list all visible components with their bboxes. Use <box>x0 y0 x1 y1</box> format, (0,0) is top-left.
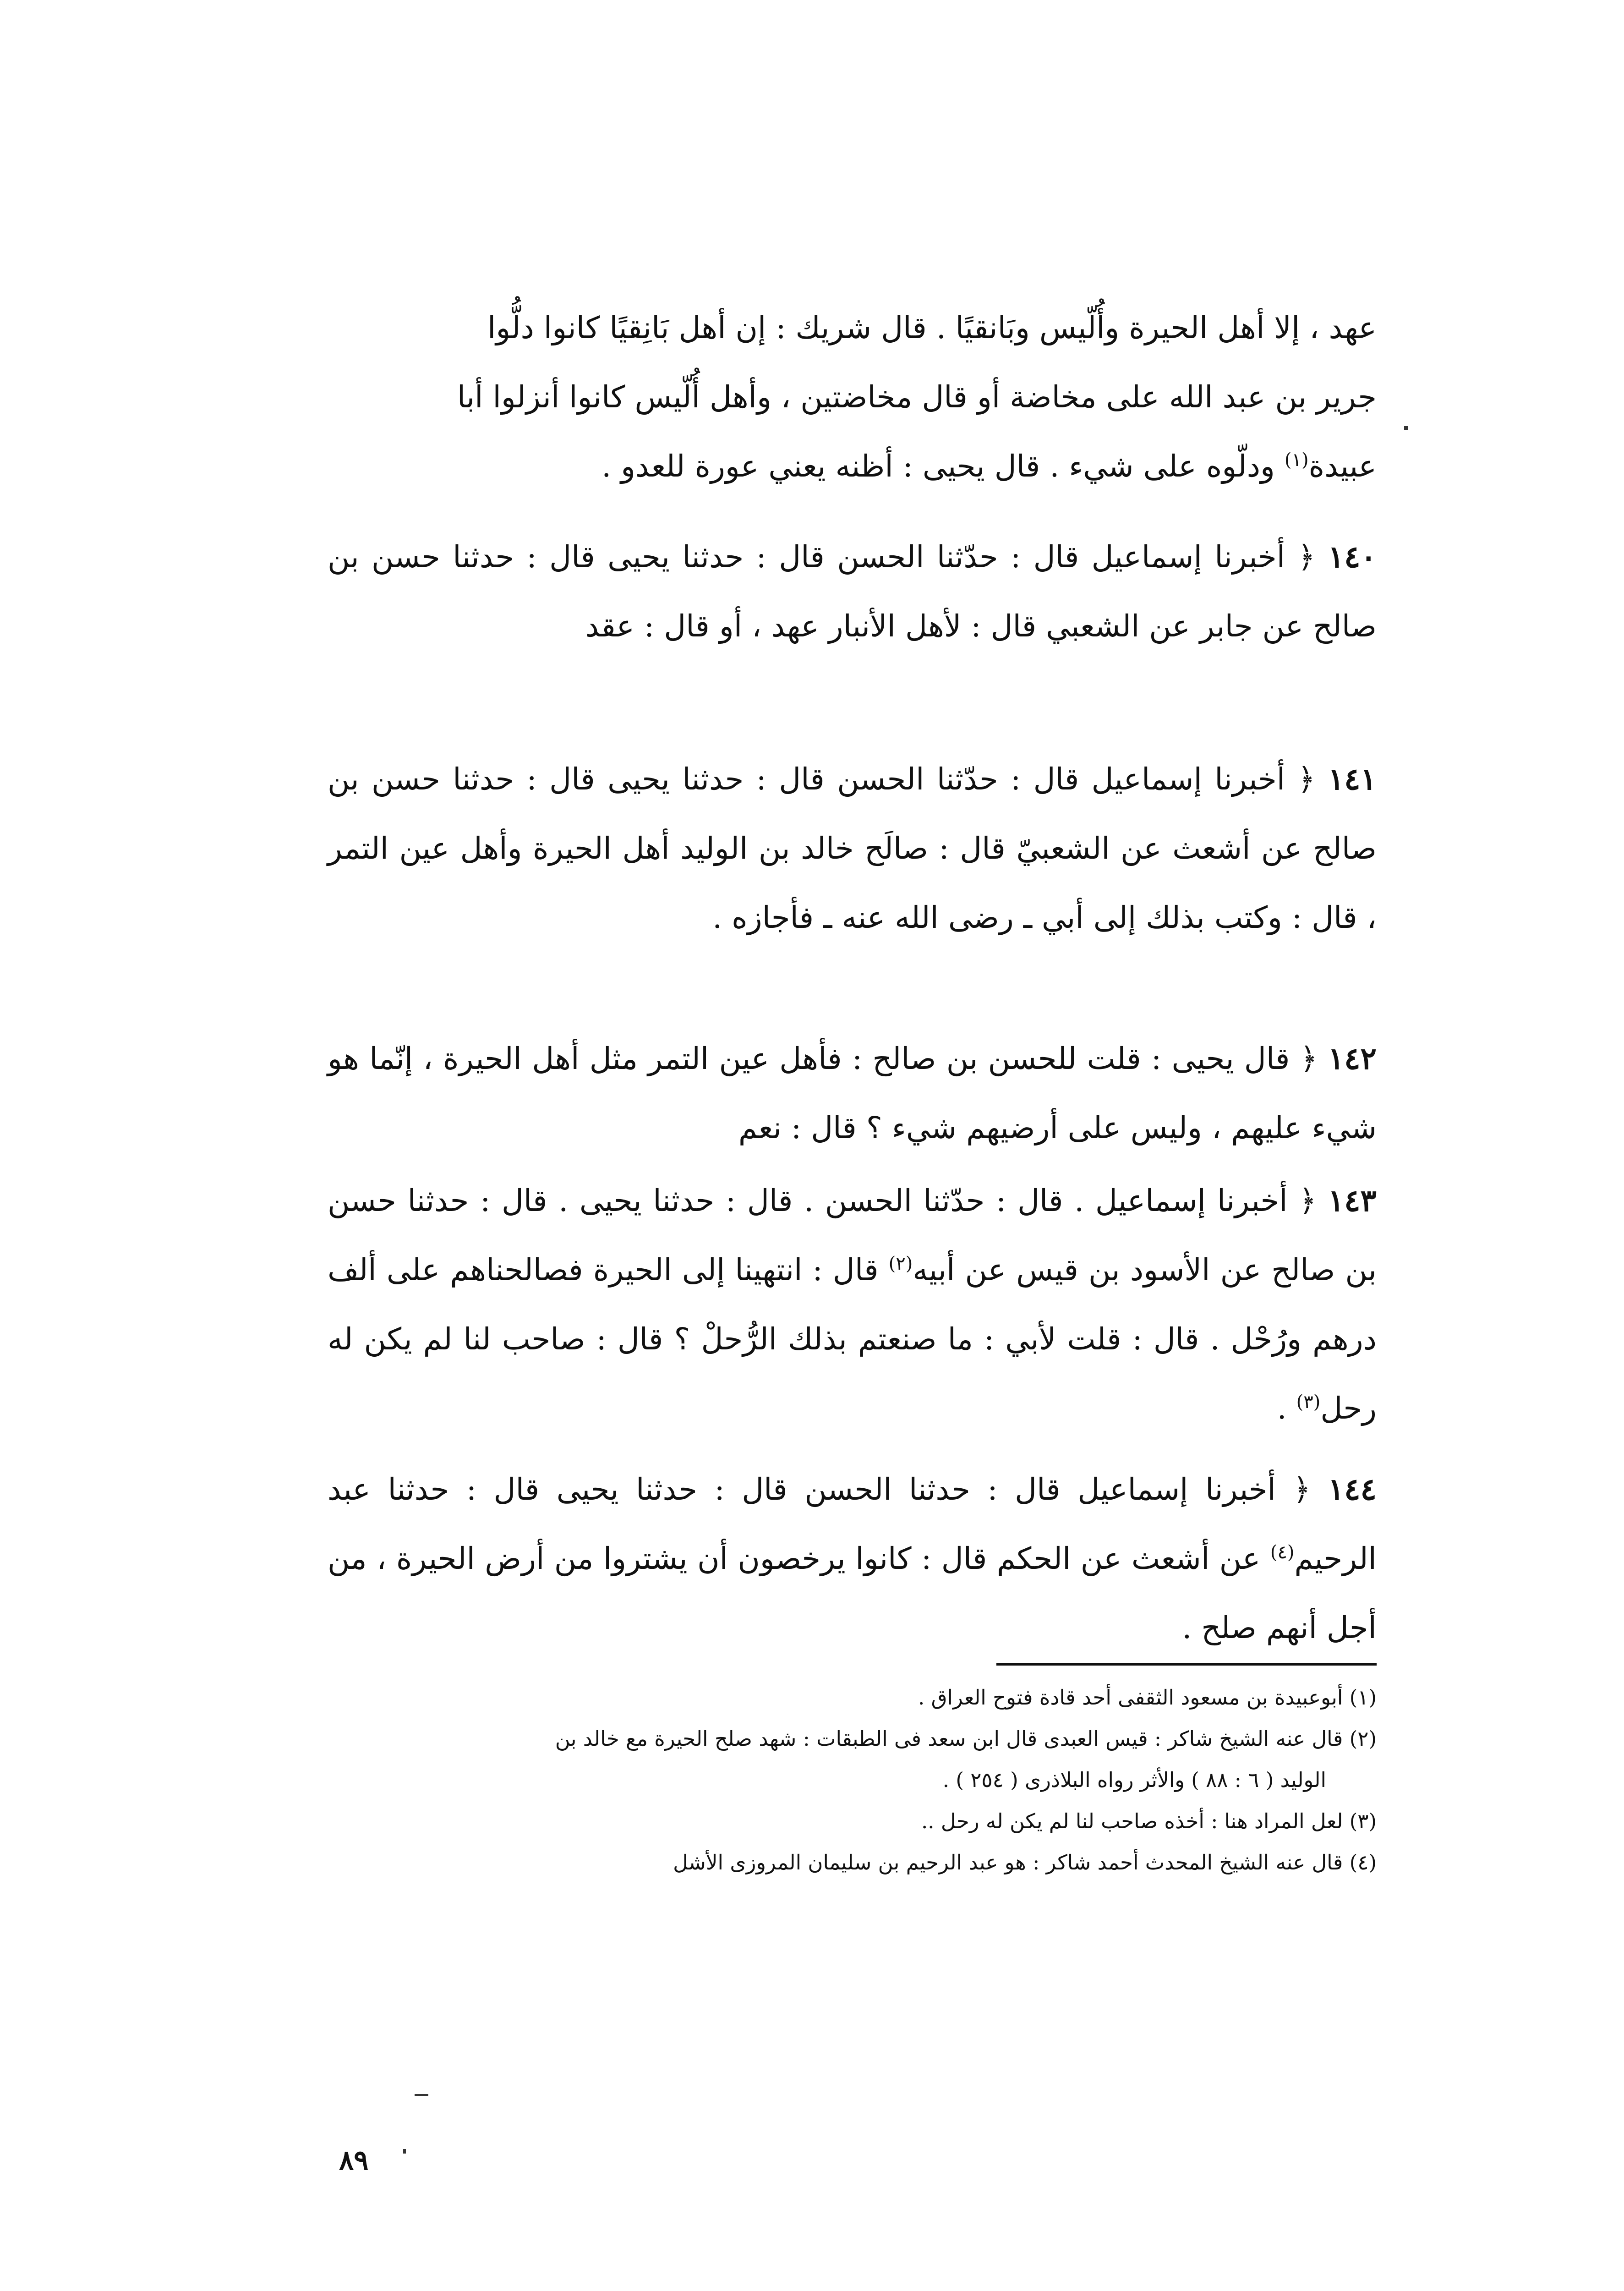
footnote-2: (٢) قال عنه الشيخ شاكر : قيس العبدى قال ابن سعد فى الطبقات : شهد صلح الحيرة مع خالد بن <box>555 1726 1377 1751</box>
footnotes <box>348 1677 1377 1883</box>
footnote-ref-4: (٤) <box>1270 1542 1295 1563</box>
paragraph-text: ﴿ قال يحيى : قلت للحسن بن صالح : فأهل عين التمر مثل أهل الحيرة ، إنّما هو شيء عليهم ، وليس على أرضيهم شيء ؟ قال : نعم <box>328 1041 1377 1146</box>
paragraph-text: قال : انتهينا إلى الحيرة فصالحناهم على ألف درهم ورُحْل . قال : قلت لأبي : ما صنعتم بذلك الرُّحلْ ؟ قال : صاحب لنا لم يكن له رحل <box>328 1252 1377 1426</box>
paragraph-number: ١٤٤ <box>1328 1471 1377 1507</box>
page-number: ٨٩ <box>339 2144 369 2176</box>
footnote-ref-2: (٢) <box>888 1253 913 1274</box>
paragraph-139-continuation <box>328 293 1377 501</box>
footnote-3: (٣) لعل المراد هنا : أخذه صاحب لنا لم يكن له رحل .. <box>921 1809 1377 1833</box>
line: عهد ، إلا أهل الحيرة وأُلّيس وبَانقيًا . قال شريك : إن أهل بَانِقيًا كانوا دلُّوا <box>487 310 1377 345</box>
footnote-ref-3: (٣) <box>1296 1392 1321 1413</box>
footnote-4: (٤) قال عنه الشيخ المحدث أحمد شاكر : هو عبد الرحيم بن سليمان المروزى الأشل <box>673 1850 1377 1874</box>
paragraph-141 <box>328 745 1377 952</box>
paragraph-text: عن أشعث عن الحكم قال : كانوا يرخصون أن يشتروا من أرض الحيرة ، من أجل أنهم صلح . <box>328 1541 1377 1645</box>
paragraph-text: ﴿ أخبرنا إسماعيل قال : حدّثنا الحسن قال : حدثنا يحيى قال : حدثنا حسن بن صالح عن جابر عن الشعبي قال : لأهل الأنبار عهد ، أو قال : عقد <box>328 539 1377 644</box>
paragraph-number: ١٤٣ <box>1328 1183 1377 1218</box>
scan-speck <box>403 2149 406 2154</box>
line: ودلّوه على شيء . قال يحيى : أظنه يعني عورة للعدو . <box>601 449 1285 484</box>
footnote-divider <box>996 1663 1377 1666</box>
footnote-ref-1: (١) <box>1284 449 1309 471</box>
paragraph-number: ١٤١ <box>1328 761 1377 797</box>
paragraph-142 <box>328 1024 1377 1162</box>
paragraph-144 <box>328 1455 1377 1662</box>
paragraph-143 <box>328 1166 1377 1443</box>
line: عبيدة <box>1308 449 1377 484</box>
line: جرير بن عبد الله على مخاضة أو قال مخاضتين ، وأهل أُلّيس كانوا أنزلوا أبا <box>457 379 1377 415</box>
footnote-1: (١) أبوعبيدة بن مسعود الثقفى أحد قادة فتوح العراق . <box>918 1685 1377 1710</box>
scan-speck <box>1404 426 1408 430</box>
paragraph-number: ١٤٠ <box>1328 539 1377 575</box>
footnote-2-continued: الوليد ( ٦ : ٨٨ ) والأثر رواه البلاذرى ( ٢٥٤ ) . <box>942 1768 1326 1792</box>
scan-speck <box>415 2094 428 2096</box>
paragraph-text: ﴿ أخبرنا إسماعيل . قال : حدّثنا الحسن . قال : حدثنا يحيى . قال : حدثنا حسن بن صالح عن الأسود بن قيس عن أبيه <box>328 1183 1377 1288</box>
paragraph-text: ﴿ أخبرنا إسماعيل قال : حدّثنا الحسن قال : حدثنا يحيى قال : حدثنا حسن بن صالح عن أشعث عن الشعبيّ قال : صالَح خالد بن الوليد أهل الحيرة وأهل عين التمر ، قال : وكتب بذلك إلى أبي ـ رضى الله عنه ـ فأجازه . <box>328 762 1377 935</box>
paragraph-140 <box>328 522 1377 661</box>
paragraph-text: . <box>1277 1391 1296 1426</box>
paragraph-text: ﴿ أخبرنا إسماعيل قال : حدثنا الحسن قال : حدثنا يحيى قال : حدثنا عبد الرحيم <box>328 1472 1377 1576</box>
paragraph-number: ١٤٢ <box>1328 1041 1377 1076</box>
